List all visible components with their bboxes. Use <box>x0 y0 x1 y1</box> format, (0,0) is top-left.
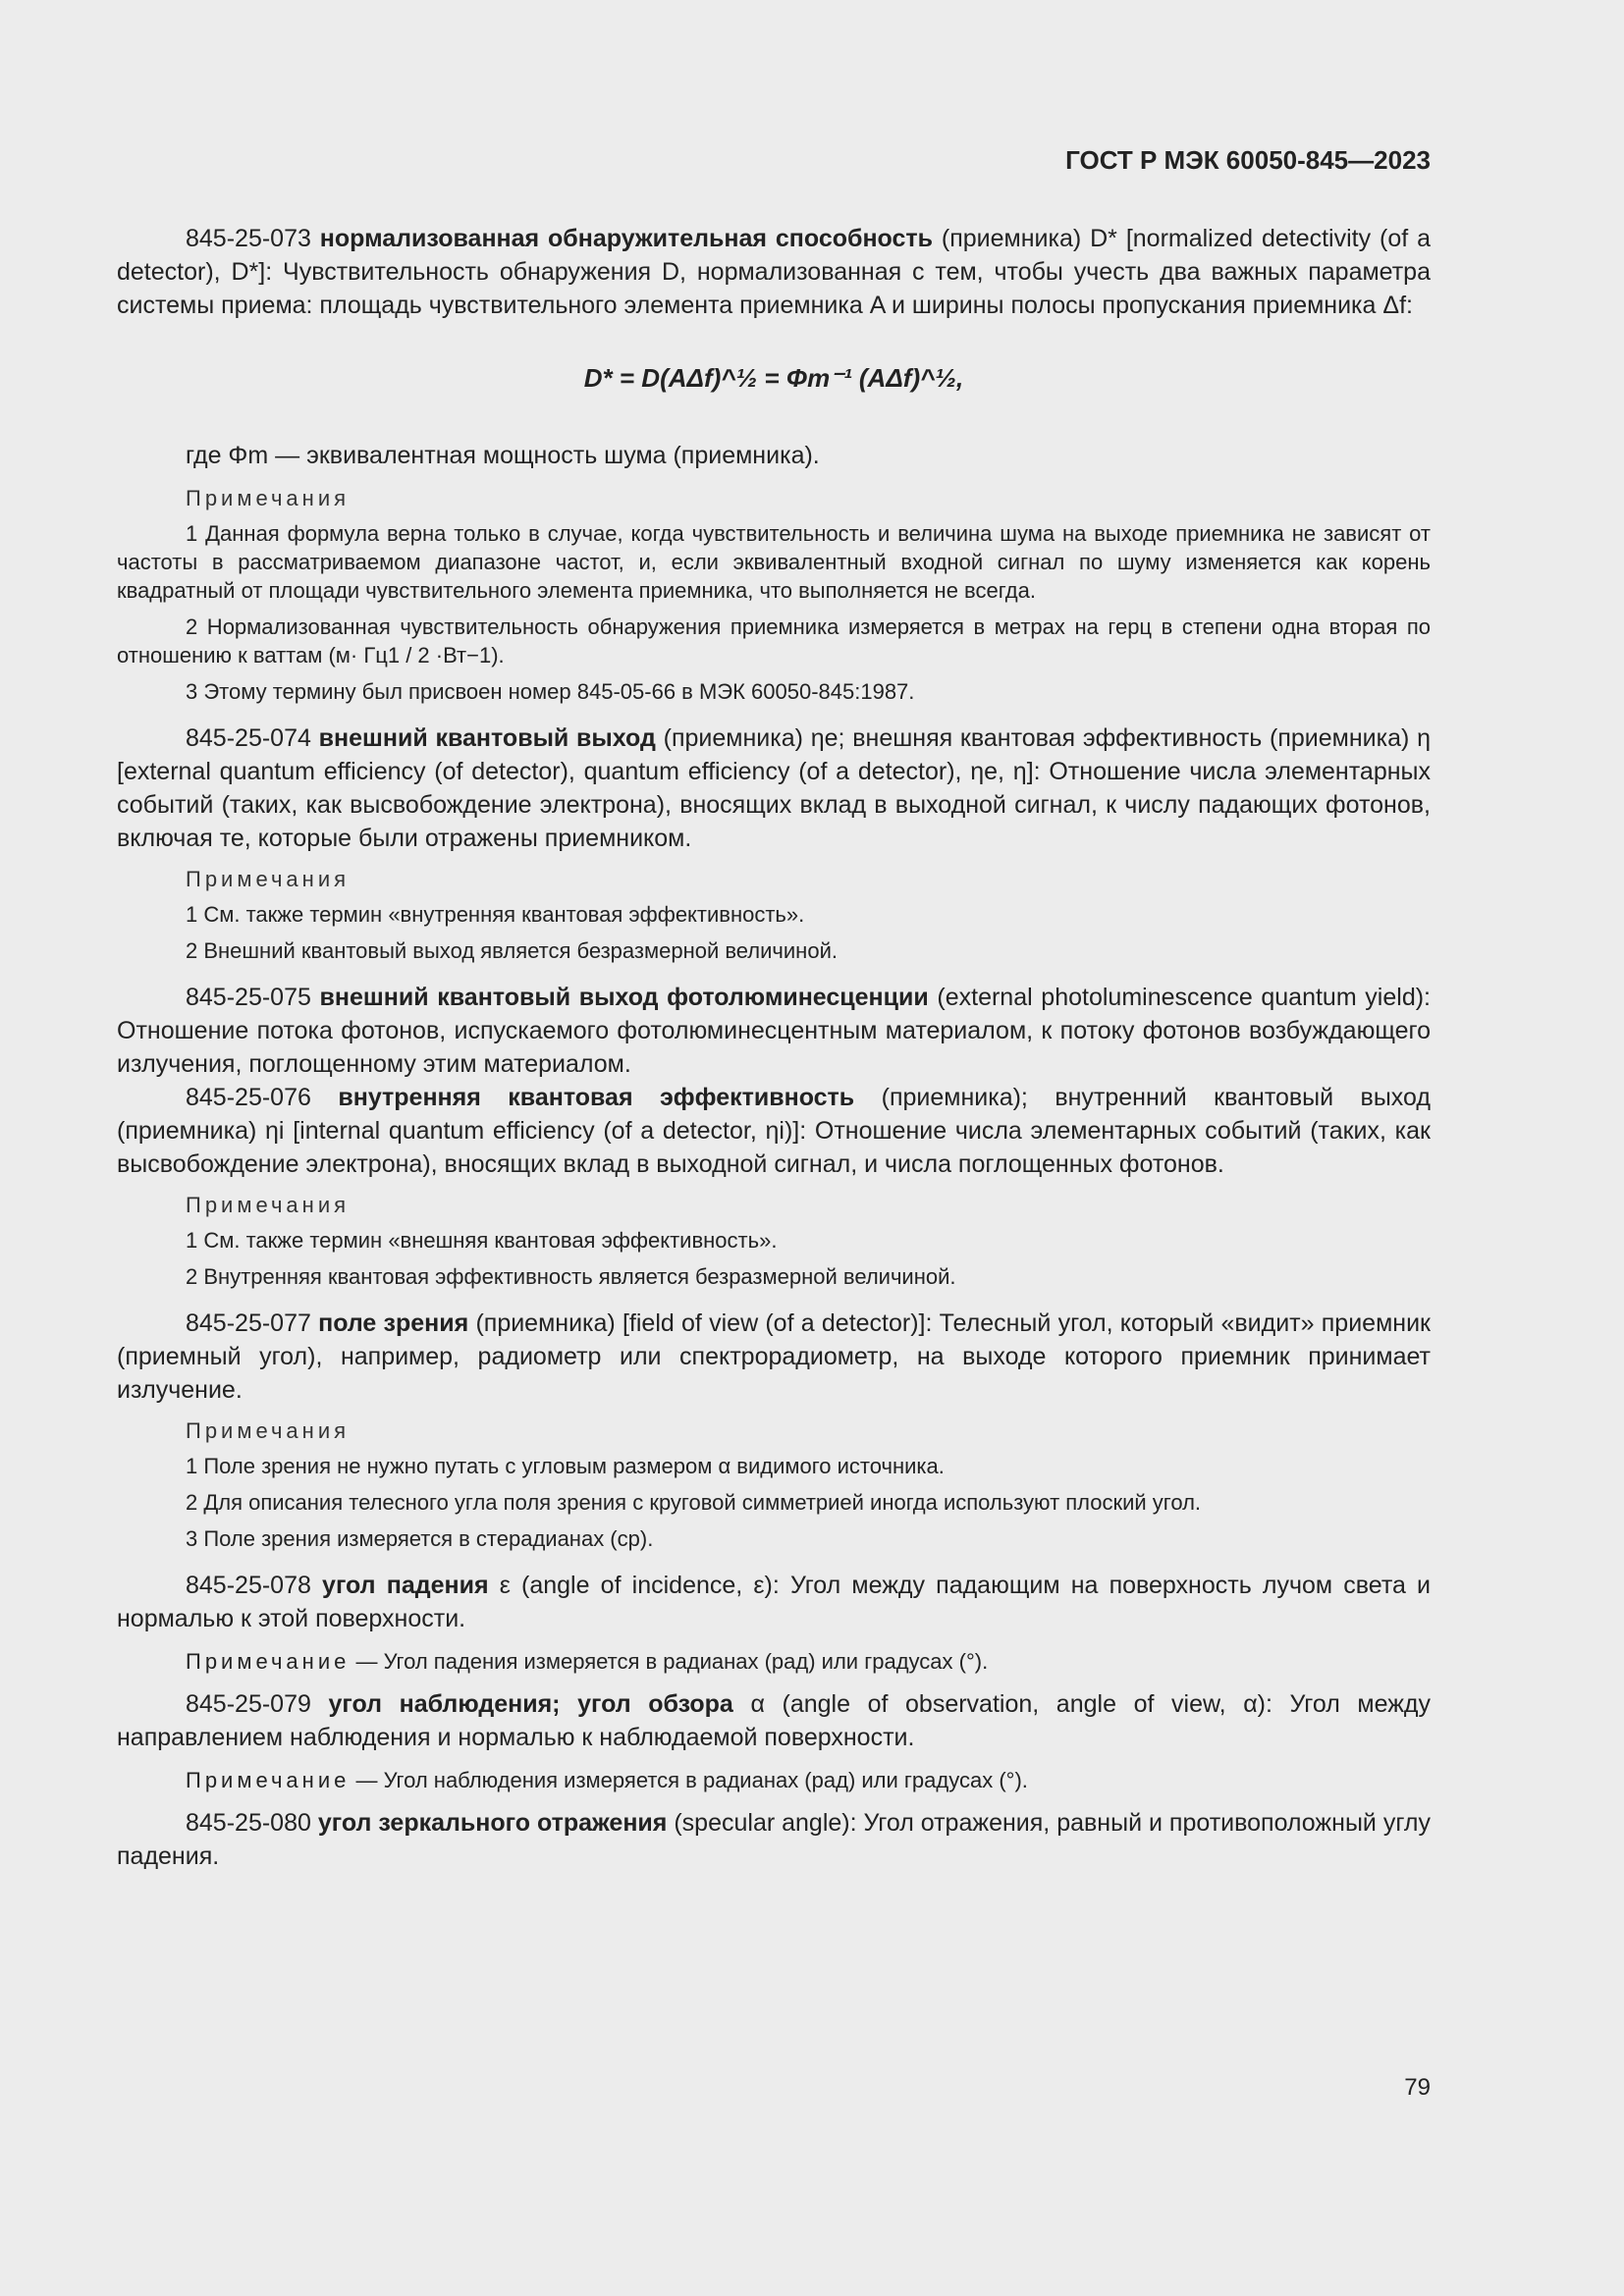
formula-where: где Φm — эквивалентная мощность шума (приемника). <box>186 442 820 469</box>
term-entry <box>117 1687 1431 1754</box>
notes-title: Примечания <box>186 486 351 510</box>
term-title: угол падения <box>322 1572 489 1599</box>
term-definition: (приемника) ηe; внешняя квантовая эффективность (приемника) η [external quantum efficiency (of detector), quantum efficiency (of a detector), ηe, η]: Отношение числа элементарных событий (таких, как высвобождение электрона), вносящих вклад в выходной сигнал, к числу падающих фотонов, включая те, которые были отражены приемником. <box>117 724 1431 852</box>
term-title: внешний квантовый выход фотолюминесценции <box>319 984 929 1011</box>
term-title: поле зрения <box>318 1309 469 1337</box>
note-item: 2 Внутренняя квантовая эффективность является безразмерной величиной. <box>186 1264 956 1289</box>
note-item: 2 Для описания телесного угла поля зрения с круговой симметрией иногда используют плоский угол. <box>186 1490 1202 1515</box>
note-item: 3 Этому термину был присвоен номер 845-05-66 в МЭК 60050-845:1987. <box>186 679 915 704</box>
term-definition: α (angle of observation, angle of view, α): Угол между направлением наблюдения и нормалью к наблюдаемой поверхности. <box>117 1690 1432 1751</box>
page-number: 79 <box>1404 2074 1431 2101</box>
term-entry <box>117 981 1431 1081</box>
term-entry <box>117 1307 1431 1407</box>
term-entry <box>117 1806 1431 1873</box>
term-title: угол зеркального отражения <box>317 1809 668 1837</box>
term-number: 845-25-074 <box>186 724 311 752</box>
document-body <box>117 222 1431 1885</box>
term-number: 845-25-080 <box>186 1809 311 1837</box>
note-item: 2 Нормализованная чувствительность обнаружения приемника измеряется в метрах на герц в степени одна вторая по отношению к ваттам (м· Гц1 / 2 ·Вт−1). <box>117 614 1431 667</box>
notes-title: Примечания <box>186 867 351 891</box>
term-number: 845-25-078 <box>186 1572 311 1599</box>
document-header: ГОСТ Р МЭК 60050-845—2023 <box>1065 145 1431 175</box>
term-title: угол наблюдения; угол обзора <box>328 1690 733 1718</box>
term-number: 845-25-076 <box>186 1084 311 1111</box>
term-number: 845-25-075 <box>186 984 311 1011</box>
note-item: 1 Поле зрения не нужно путать с угловым размером α видимого источника. <box>186 1454 945 1478</box>
term-entry <box>117 1569 1431 1635</box>
note-text: — Угол падения измеряется в радианах (рад) или градусах (°). <box>350 1649 989 1674</box>
term-title: внутренняя квантовая эффективность <box>338 1084 855 1111</box>
term-definition: (external photoluminescence quantum yield): Отношение потока фотонов, испускаемого фотолюминесцентным материалом, к потоку фотонов возбуждающего излучения, поглощенному этим материалом. <box>117 984 1431 1078</box>
term-title: нормализованная обнаружительная способность <box>319 225 934 252</box>
note-item: 1 См. также термин «внутренняя квантовая эффективность». <box>186 902 805 927</box>
note-inline <box>117 1766 1431 1794</box>
note-text: — Угол наблюдения измеряется в радианах (рад) или градусах (°). <box>350 1768 1028 1792</box>
term-number: 845-25-073 <box>186 225 311 252</box>
note-label: Примечание <box>186 1768 351 1792</box>
term-entry <box>117 721 1431 855</box>
notes-title: Примечания <box>186 1418 351 1443</box>
term-definition: (приемника); внутренний квантовый выход (приемника) ηi [internal quantum efficiency (of a detector, ηi)]: Отношение числа элементарных событий (таких, как высвобождение электрона), вносящих вклад в выходной сигнал, и числа поглощенных фотонов. <box>117 1084 1431 1178</box>
note-item: 1 Данная формула верна только в случае, когда чувствительность и величина шума на выходе приемника не зависят от частоты в рассматриваемом диапазоне частот, и, если эквивалентный входной сигнал по шуму изменяется как корень квадратный от площади чувствительного элемента приемника, что выполняется не всегда. <box>117 521 1431 603</box>
note-item: 2 Внешний квантовый выход является безразмерной величиной. <box>186 938 838 963</box>
term-entry <box>117 1081 1431 1181</box>
term-title: внешний квантовый выход <box>318 724 656 752</box>
note-label: Примечание <box>186 1649 351 1674</box>
formula: D* = D(AΔf)^½ = Φm⁻¹ (AΔf)^½, <box>583 363 964 393</box>
note-item: 3 Поле зрения измеряется в стерадианах (ср). <box>186 1526 654 1551</box>
term-definition: (приемника) [field of view (of a detector)]: Телесный угол, который «видит» приемник (приемный угол), например, радиометр или спектрорадиометр, на выходе которого приемник принимает излучение. <box>117 1309 1431 1404</box>
term-number: 845-25-077 <box>186 1309 311 1337</box>
notes-title: Примечания <box>186 1193 351 1217</box>
term-number: 845-25-079 <box>186 1690 311 1718</box>
note-item: 1 См. также термин «внешняя квантовая эффективность». <box>186 1228 778 1253</box>
note-inline <box>117 1647 1431 1676</box>
term-definition: (приемника) D* [normalized detectivity (of a detector), D*]: Чувствительность обнаружения D, нормализованная с тем, чтобы учесть два важных параметра системы приема: площадь чувствительного элемента приемника A и ширины полосы пропускания приемника Δf: <box>117 225 1431 319</box>
term-definition: ε (angle of incidence, ε): Угол между падающим на поверхность лучом света и нормалью к этой поверхности. <box>117 1572 1432 1632</box>
term-definition: (specular angle): Угол отражения, равный и противоположный углу падения. <box>117 1809 1431 1870</box>
term-entry <box>117 222 1431 322</box>
